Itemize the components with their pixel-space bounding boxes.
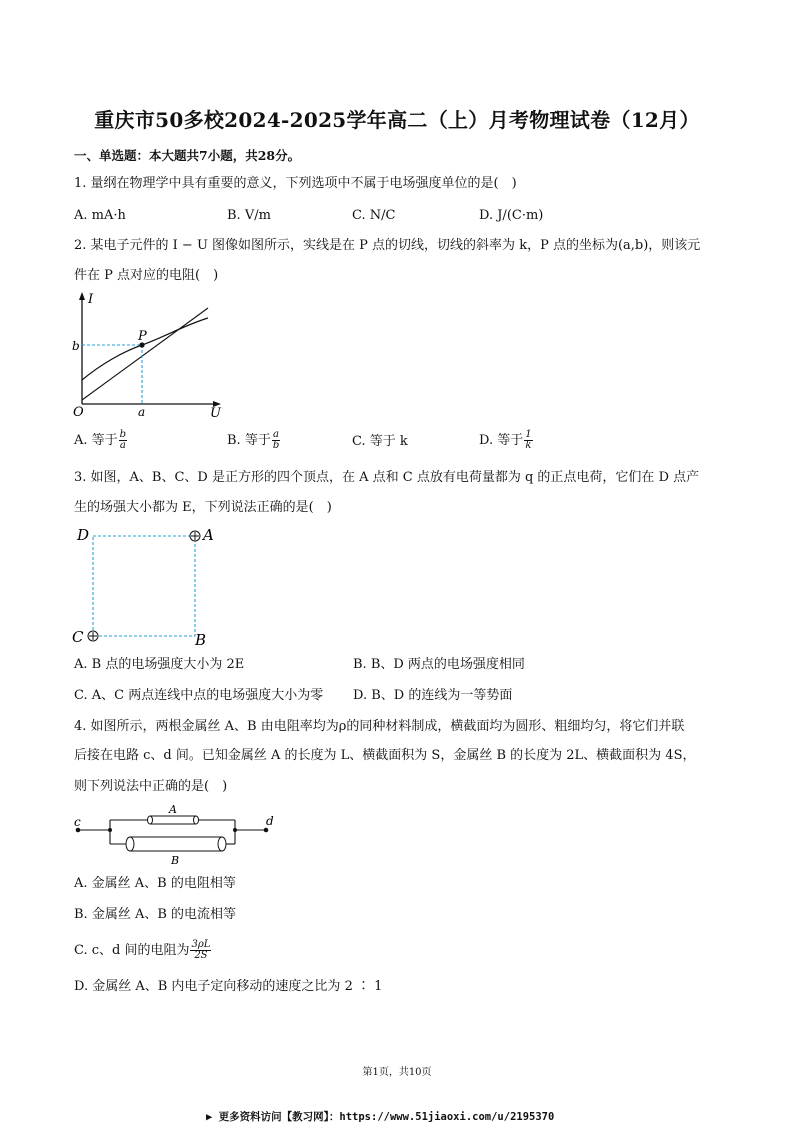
vertex-a-label: A xyxy=(203,526,214,544)
q3-option-a: A. B 点的电场强度大小为 2E xyxy=(74,657,245,672)
q2-stem-line1: 2. 某电子元件的 I − U 图像如图所示，实线是在 P 点的切线，切线的斜率为 k，P 点的坐标为(a,b)，则该元 xyxy=(74,238,701,253)
q1-option-b: B. V/m xyxy=(227,208,271,223)
wire-a-label: A xyxy=(169,803,177,816)
q4-stem-line1: 4. 如图所示，两根金属丝 A、B 由电阻率均为ρ的同种材料制成，横截面均为圆形、粗细均匀，将它们并联 xyxy=(74,719,685,734)
q3-option-b: B. B、D 两点的电场强度相同 xyxy=(353,657,525,672)
q3-option-d: D. B、D 的连线为一等势面 xyxy=(353,688,513,703)
q1-stem: 1. 量纲在物理学中具有重要的意义，下列选项中不属于电场强度单位的是( ) xyxy=(74,176,517,191)
wire-b-cylinder xyxy=(126,837,226,851)
vertex-c-label: C xyxy=(72,628,84,646)
q4-stem-line2: 后接在电路 c、d 间。已知金属丝 A 的长度为 L、横截面积为 S，金属丝 B 的长度为 2L、横截面积为 4S， xyxy=(74,748,696,763)
q1-option-d: D. J/(C·m) xyxy=(479,208,544,223)
wire-a-cylinder xyxy=(148,816,199,824)
q2-stem-line2: 件在 P 点对应的电阻( ) xyxy=(74,268,219,283)
promo-link[interactable]: ▶ 更多资料访问【教习网】：https://www.51jiaoxi.com/u/2195370 xyxy=(206,1111,555,1123)
wire-b-label: B xyxy=(171,854,180,867)
vertex-d-label: D xyxy=(77,526,90,544)
graph-y-tick-label: b xyxy=(72,339,80,353)
q2-option-b: B. 等于 $\frac{a}{b}$ xyxy=(227,429,280,451)
graph-x-axis-label: U xyxy=(210,406,221,421)
q2-option-d: D. 等于 $\frac{1}{k}$ xyxy=(479,429,532,451)
vertex-b-label: B xyxy=(195,631,207,649)
exam-title: 重庆市50多校2024-2025学年高二（上）月考物理试卷（12月） xyxy=(94,108,700,132)
q1-option-c: C. N/C xyxy=(352,208,396,223)
q4-option-c: C. c、d 间的电阻为 $\frac{3\rho L}{2S}$ xyxy=(74,939,211,961)
q4-stem-line3: 则下列说法中正确的是( ) xyxy=(74,779,228,794)
q4-option-d: D. 金属丝 A、B 内电子定向移动的速度之比为 2 ∶ 1 xyxy=(74,979,383,994)
q3-stem-line1: 3. 如图，A、B、C、D 是正方形的四个顶点，在 A 点和 C 点放有电荷量都为 q 的正点电荷，它们在 D 点产 xyxy=(74,470,700,485)
q2-option-a: A. 等于 $\frac{b}{a}$ xyxy=(74,429,127,451)
q2-option-c: C. 等于 k xyxy=(352,434,408,449)
graph-origin-label: O xyxy=(73,405,84,420)
graph-point-label: P xyxy=(138,329,147,344)
section-heading: 一、单选题：本大题共7小题，共28分。 xyxy=(74,148,301,163)
q3-stem-line2: 生的场强大小都为 E，下列说法正确的是( ) xyxy=(74,500,332,515)
q4-option-b: B. 金属丝 A、B 的电流相等 xyxy=(74,907,237,922)
q4-option-a: A. 金属丝 A、B 的电阻相等 xyxy=(74,876,236,891)
graph-y-axis-label: I xyxy=(88,292,94,307)
terminal-c-label: c xyxy=(74,815,81,829)
terminal-d-label: d xyxy=(266,814,274,828)
q3-option-c: C. A、C 两点连线中点的电场强度大小为零 xyxy=(74,688,324,703)
page-number: 第1页，共10页 xyxy=(362,1067,432,1078)
graph-x-tick-label: a xyxy=(138,405,146,419)
q1-option-a: A. mA·h xyxy=(74,208,126,223)
